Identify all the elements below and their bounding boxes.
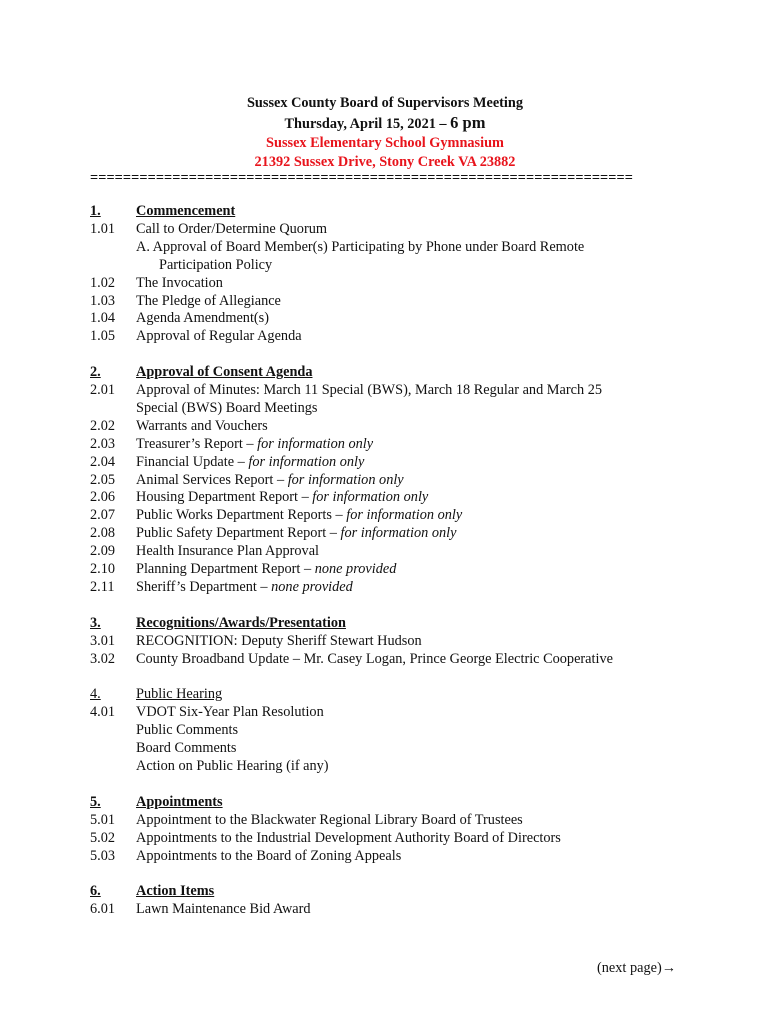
section-number: 1.	[90, 203, 101, 219]
item-label: A. Approval of Board Member(s) Participating by Phone under Board Remote	[136, 238, 585, 255]
agenda-section	[90, 686, 710, 776]
item-text	[136, 257, 710, 275]
item-label: Public Safety Department Report –	[136, 525, 341, 542]
item-text	[136, 436, 710, 454]
item-label: Financial Update –	[136, 453, 249, 470]
item-label: VDOT Six-Year Plan Resolution	[136, 704, 324, 721]
item-label: The Invocation	[136, 274, 223, 291]
agenda-section	[90, 203, 710, 346]
agenda-item	[90, 418, 710, 436]
agenda-item	[90, 293, 710, 311]
agenda-item	[90, 543, 710, 561]
item-note: for information only	[312, 489, 429, 506]
item-number: 2.06	[90, 489, 116, 506]
item-label: Treasurer’s Report –	[136, 435, 258, 452]
section-title: Action Items	[136, 883, 215, 900]
item-number: 5.01	[90, 811, 116, 828]
item-text	[136, 221, 710, 239]
meeting-time: 6 pm	[450, 113, 486, 132]
agenda-item	[90, 758, 710, 776]
item-label: Public Works Department Reports –	[136, 507, 347, 524]
item-text	[136, 758, 710, 776]
item-number: 3.02	[90, 650, 116, 667]
item-label: Housing Department Report –	[136, 489, 313, 506]
agenda-item	[90, 848, 710, 866]
item-text	[136, 830, 710, 848]
item-text	[136, 633, 710, 651]
item-note: none provided	[271, 579, 353, 596]
section-title: Commencement	[136, 203, 236, 219]
item-text	[136, 472, 710, 490]
item-text	[136, 740, 710, 758]
item-note: for information only	[248, 453, 365, 470]
agenda-item	[90, 472, 710, 490]
item-number: 1.03	[90, 292, 116, 309]
item-text	[136, 239, 710, 257]
item-label: Approval of Regular Agenda	[136, 328, 302, 345]
section-number: 3.	[90, 614, 101, 631]
next-page-label: (next page)→	[597, 960, 676, 976]
item-label: Participation Policy	[159, 256, 273, 273]
item-number: 2.04	[90, 453, 116, 470]
item-number	[90, 257, 136, 275]
agenda-item	[90, 454, 710, 472]
item-text	[136, 454, 710, 472]
section-number: 6.	[90, 883, 101, 900]
section-title: Public Hearing	[136, 686, 223, 703]
agenda-item	[90, 561, 710, 579]
item-text	[136, 722, 710, 740]
item-label: Action on Public Hearing (if any)	[136, 758, 329, 775]
item-number: 2.07	[90, 507, 116, 524]
agenda-item	[90, 579, 710, 597]
item-number	[90, 722, 136, 740]
item-note: for information only	[346, 507, 463, 524]
item-number: 1.01	[90, 220, 116, 237]
item-text	[136, 579, 710, 597]
item-text	[136, 812, 710, 830]
item-label: Call to Order/Determine Quorum	[136, 220, 327, 237]
item-label: Special (BWS) Board Meetings	[136, 399, 318, 416]
item-number: 2.03	[90, 435, 116, 452]
section-title: Recognitions/Awards/Presentation	[136, 614, 346, 631]
item-label: County Broadband Update – Mr. Casey Logan, Prince George Electric Cooperative	[136, 650, 613, 667]
agenda-section	[90, 364, 710, 597]
section-heading	[90, 794, 710, 812]
item-number: 1.04	[90, 310, 116, 327]
agenda-item	[90, 704, 710, 722]
agenda-item	[90, 257, 710, 275]
item-label: RECOGNITION: Deputy Sheriff Stewart Hudson	[136, 632, 422, 649]
agenda-item	[90, 328, 710, 346]
item-text	[136, 525, 710, 543]
item-number: 2.02	[90, 417, 116, 434]
item-label: The Pledge of Allegiance	[136, 292, 281, 309]
agenda-item	[90, 507, 710, 525]
item-note: none provided	[314, 561, 397, 578]
item-number: 3.01	[90, 632, 116, 649]
item-text	[136, 489, 710, 507]
item-number: 2.10	[90, 561, 116, 578]
item-number: 2.01	[90, 382, 116, 399]
agenda-item	[90, 310, 710, 328]
agenda-item	[90, 722, 710, 740]
item-text	[136, 293, 710, 311]
agenda-section	[90, 794, 710, 866]
item-text	[136, 382, 710, 400]
section-heading	[90, 686, 710, 704]
item-number	[90, 758, 136, 776]
item-label: Lawn Maintenance Bid Award	[136, 901, 311, 918]
item-number: 6.01	[90, 901, 116, 918]
agenda-list	[90, 203, 710, 937]
item-text	[136, 561, 710, 579]
item-number: 4.01	[90, 704, 116, 721]
item-label: Appointments to the Industrial Development Authority Board of Directors	[136, 829, 561, 846]
agenda-item	[90, 651, 710, 669]
item-number	[90, 400, 136, 418]
item-text	[136, 704, 710, 722]
item-text	[136, 901, 710, 919]
agenda-section	[90, 883, 710, 919]
divider-rule: ==================================================================	[90, 170, 633, 186]
section-heading	[90, 364, 710, 382]
item-number: 2.05	[90, 471, 116, 488]
item-text	[136, 418, 710, 436]
item-text	[136, 275, 710, 293]
item-text	[136, 543, 710, 561]
item-text	[136, 651, 710, 669]
agenda-item	[90, 382, 710, 400]
agenda-item	[90, 633, 710, 651]
item-text	[136, 507, 710, 525]
meeting-address: 21392 Sussex Drive, Stony Creek VA 23882	[254, 154, 516, 170]
item-label: Agenda Amendment(s)	[136, 310, 270, 327]
section-heading	[90, 203, 710, 221]
meeting-title: Sussex County Board of Supervisors Meeting	[246, 95, 524, 111]
item-number	[90, 740, 136, 758]
agenda-item	[90, 901, 710, 919]
item-text	[136, 328, 710, 346]
item-label: Health Insurance Plan Approval	[136, 543, 320, 560]
item-text	[136, 400, 710, 418]
item-note: for information only	[257, 435, 374, 452]
item-number: 5.02	[90, 829, 116, 846]
item-number: 2.09	[90, 543, 116, 560]
item-number: 1.05	[90, 328, 116, 345]
item-note: for information only	[287, 471, 404, 488]
agenda-item	[90, 436, 710, 454]
item-label: Approval of Minutes: March 11 Special (BWS), March 18 Regular and March 25	[136, 382, 602, 399]
agenda-item	[90, 400, 710, 418]
item-number	[90, 239, 136, 257]
agenda-section	[90, 615, 710, 669]
document-header	[0, 94, 770, 172]
section-heading	[90, 883, 710, 901]
item-label: Board Comments	[136, 740, 237, 757]
section-number: 5.	[90, 793, 101, 810]
agenda-item	[90, 489, 710, 507]
meeting-date-text: Thursday, April 15, 2021 –	[284, 116, 451, 132]
agenda-item	[90, 830, 710, 848]
item-number: 5.03	[90, 847, 116, 864]
item-label: Appointments to the Board of Zoning Appeals	[136, 847, 402, 864]
agenda-item	[90, 812, 710, 830]
section-number: 4.	[90, 686, 101, 703]
item-label: Sheriff’s Department –	[136, 579, 272, 596]
agenda-item	[90, 221, 710, 239]
section-number: 2.	[90, 364, 101, 381]
section-title: Approval of Consent Agenda	[136, 364, 313, 381]
item-label: Planning Department Report –	[136, 561, 315, 578]
item-note: for information only	[340, 525, 457, 542]
item-label: Animal Services Report –	[136, 471, 288, 488]
item-label: Warrants and Vouchers	[136, 417, 268, 434]
agenda-item	[90, 239, 710, 257]
agenda-item	[90, 525, 710, 543]
item-text	[136, 848, 710, 866]
agenda-item	[90, 275, 710, 293]
item-label: Appointment to the Blackwater Regional Library Board of Trustees	[136, 811, 523, 828]
item-label: Public Comments	[136, 722, 239, 739]
agenda-item	[90, 740, 710, 758]
section-title: Appointments	[136, 793, 223, 810]
item-number: 1.02	[90, 274, 116, 291]
item-number: 2.08	[90, 525, 116, 542]
meeting-date	[0, 113, 770, 134]
item-text	[136, 310, 710, 328]
meeting-location: Sussex Elementary School Gymnasium	[266, 135, 504, 151]
item-number: 2.11	[90, 579, 115, 596]
section-heading	[90, 615, 710, 633]
